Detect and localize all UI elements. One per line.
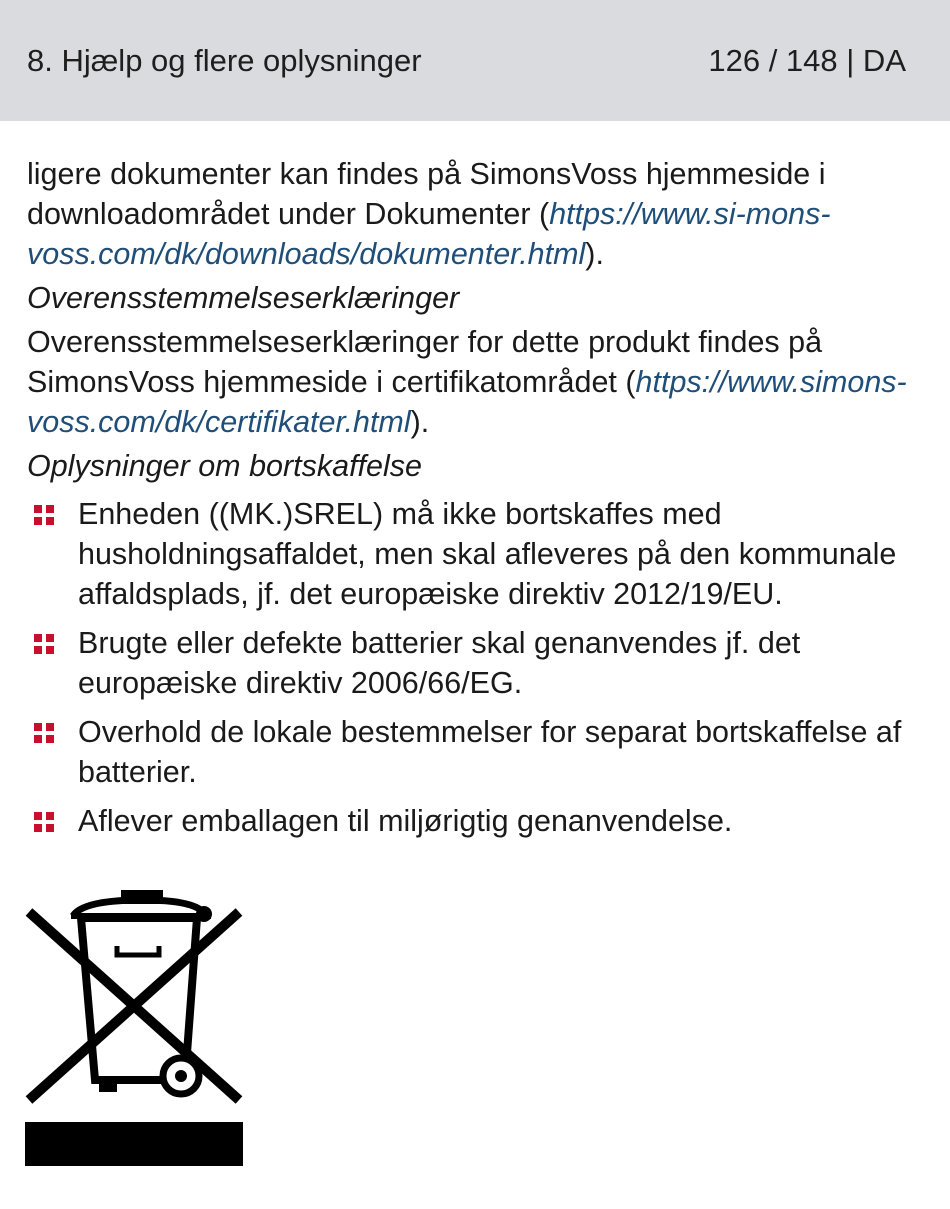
list-item-text: Brugte eller defekte batterier skal genanvendes jf. det europæiske direktiv 2006/66/EG. — [78, 626, 801, 700]
red-square-bullet-icon — [34, 634, 54, 654]
disposal-list — [27, 494, 917, 841]
document-body — [27, 154, 917, 850]
section-title: 8. Hjælp og flere oplysninger — [27, 42, 422, 78]
red-square-bullet-icon — [34, 505, 54, 525]
conformity-text-end: ). — [410, 405, 430, 439]
list-item — [27, 801, 917, 841]
conformity-heading: Overensstemmelseserklæringer — [27, 281, 460, 315]
list-item-text: Aflever emballagen til miljørigtig genanvendelse. — [78, 804, 733, 838]
intro-text-end: ). — [585, 237, 604, 271]
intro-paragraph — [27, 154, 917, 274]
intro-text: ligere dokumenter kan findes på SimonsVoss hjemmeside i downloadområdet under Dokumenter ( — [27, 157, 826, 231]
list-item-text: Overhold de lokale bestemmelser for separat bortskaffelse af batterier. — [78, 715, 902, 789]
red-square-bullet-icon — [34, 812, 54, 832]
page-indicator: 126 / 148 | DA — [708, 42, 906, 78]
list-item — [27, 494, 917, 614]
conformity-paragraph — [27, 322, 917, 442]
page-header — [0, 0, 950, 121]
crossed-out-wheelie-bin-icon — [25, 888, 245, 1168]
list-item — [27, 712, 917, 792]
red-square-bullet-icon — [34, 723, 54, 743]
list-item-text: Enheden ((MK.)SREL) må ikke bortskaffes med husholdningsaffaldet, men skal afleveres på den kommunale affaldsplads, jf. det europæiske direktiv 2012/19/EU. — [78, 497, 897, 611]
conformity-text: Overensstemmelseserklæringer for dette produkt findes på SimonsVoss hjemmeside i certifikatområdet ( — [27, 325, 823, 399]
certificates-link[interactable]: https://www.simons-voss.com/dk/certifikater.html — [27, 365, 907, 439]
disposal-heading: Oplysninger om bortskaffelse — [27, 449, 422, 483]
list-item — [27, 623, 917, 703]
downloads-link[interactable]: https://www.si-mons-voss.com/dk/downloads/dokumenter.html — [27, 197, 831, 271]
